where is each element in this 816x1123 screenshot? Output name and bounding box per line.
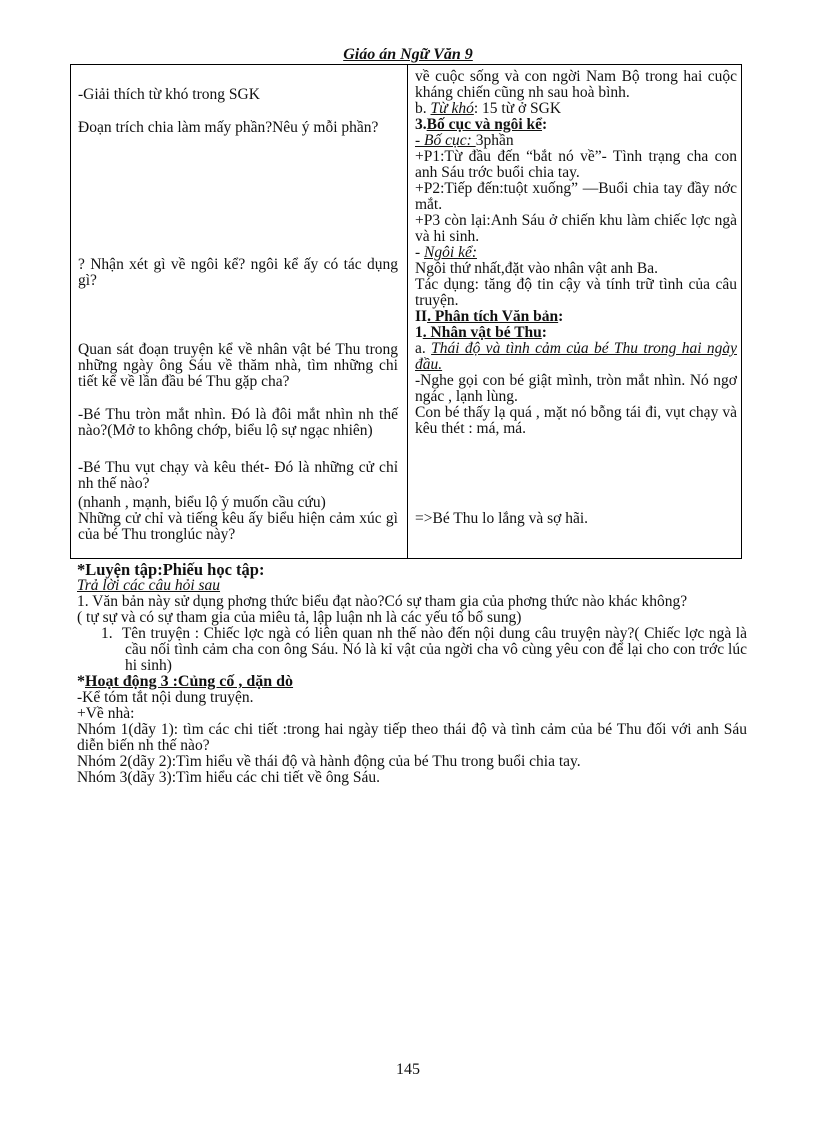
practice-a1: ( tự sự và có sự tham gia của miêu tả, lập luận nh là các yếu tố bổ sung) (77, 609, 522, 626)
column-divider (407, 65, 408, 558)
lesson-table (70, 64, 742, 559)
term-tu-kho: Từ khó (430, 100, 474, 117)
practice-q1: 1. Văn bản này sử dụng phơng thức biểu đạt nào?Có sự tham gia của phơng thức nào khác không? (77, 593, 688, 610)
page-number: 145 (396, 1061, 420, 1078)
right-block-1: về cuộc sống và con ngời Nam Bộ trong hai cuộc kháng chiến cũng nh sau hoà bình. b. Từ khó: 15 từ ở SGK 3.Bố cục và ngôi kể: - Bố cục: 3phần +P1:Từ đầu đến “bắt nó về”- Tình trạng cha con anh Sáu trớc buổi chia tay. +P2:Tiếp đến:tuột xuống” —Buổi chia tay đầy nớc mắt. +P3 còn lại:Anh Sáu ở chiến khu làm chiếc lợc ngà và hi sinh. - Ngôi kể: Ngôi thứ nhất,đặt vào nhân vật anh Ba. Tác dụng: tăng độ tin cậy và tính trữ tình của câu truyện. II. Phân tích Văn bản: 1. Nhân vật bé Thu: a. Thái độ và tình cảm của bé Thu trong hai ngày đầu. -Nghe gọi con bé giật mình, tròn mắt nhìn. Nó ngơ ngác , lạnh lùng. Con bé thấy lạ quá , mặt nó bỗng tái đi, vụt chạy và kêu thét : má, má. (415, 68, 737, 437)
activity-l5: Nhóm 3(dãy 3):Tìm hiểu các chi tiết về ông Sáu. (77, 769, 381, 786)
practice-q2: 1. Tên truyện : Chiếc lợc ngà có liên quan nh thế nào đến nội dung câu truyện này?( Chiếc lợc ngà là cầu nối tình cảm cha con ông Sáu. Nó là kỉ vật của ngời cha vô cùng yêu con để lại cho con trớc lúc hi sinh) (101, 625, 747, 674)
activity-l1: -Kể tóm tắt nội dung truyện. (77, 689, 254, 706)
left-q1: -Giải thích từ khó trong SGK (78, 86, 260, 103)
practice-title: Luyện tập:Phiếu học tập: (85, 560, 265, 579)
activity-l2: +Về nhà: (77, 705, 135, 722)
page-header: Giáo án Ngữ Văn 9 (343, 46, 473, 63)
practice-subtitle: Trả lời các câu hỏi sau (77, 577, 221, 594)
activity-l3: Nhóm 1(dãy 1): tìm các chi tiết :trong hai ngày tiếp theo thái độ và tình cảm của bé Thu đối với anh Sáu diễn biến nh thế nào? (77, 721, 747, 754)
left-q3: ? Nhận xét gì về ngôi kể? ngôi kể ấy có tác dụng gì? (78, 256, 398, 289)
practice-section: *Luyện tập:Phiếu học tập: Trả lời các câu hỏi sau 1. Văn bản này sử dụng phơng thức biểu đạt nào?Có sự tham gia của phơng thức nào khác không? ( tự sự và có sự tham gia của miêu tả, lập luận nh là các yếu tố bổ sung) 1. Tên truyện : Chiếc lợc ngà có liên quan nh thế nào đến nội dung câu truyện này?( Chiếc lợc ngà là cầu nối tình cảm cha con ông Sáu. Nó là kỉ vật của ngời cha vô cùng yêu con để lại cho con trớc lúc hi sinh) *Hoạt động 3 :Củng cố , dặn dò -Kể tóm tắt nội dung truyện. +Về nhà: Nhóm 1(dãy 1): tìm các chi tiết :trong hai ngày tiếp theo thái độ và tình cảm của bé Thu đối với anh Sáu diễn biến nh thế nào? Nhóm 2(dãy 2):Tìm hiểu về thái độ và hành động của bé Thu trong buổi chia tay. Nhóm 3(dãy 3):Tìm hiểu các chi tiết về ông Sáu. (77, 560, 747, 786)
activity-title: Hoạt động 3 :Củng cố , dặn dò (85, 673, 294, 690)
left-q2: Đoạn trích chia làm mấy phần?Nêu ý mỗi phần? (78, 119, 379, 136)
left-q6: -Bé Thu vụt chạy và kêu thét- Đó là những cử chỉ nh thế nào? (78, 459, 398, 492)
left-q7: (nhanh , mạnh, biểu lộ ý muốn cầu cứu) (78, 494, 326, 511)
left-q4: Quan sát đoạn truyện kể về nhân vật bé Thu trong những ngày ông Sáu về thăm nhà, tìm những chi tiết kể về lần đầu bé Thu gặp cha? (78, 341, 398, 390)
activity-l4: Nhóm 2(dãy 2):Tìm hiểu về thái độ và hành động của bé Thu trong buổi chia tay. (77, 753, 581, 770)
left-q5: -Bé Thu tròn mắt nhìn. Đó là đôi mắt nhìn nh thế nào?(Mở to không chớp, biểu lộ sự ngạc nhiên) (78, 406, 398, 439)
right-conclusion: =>Bé Thu lo lắng và sợ hãi. (415, 510, 589, 527)
left-q8: Những cử chỉ và tiếng kêu ấy biểu hiện cảm xúc gì của bé Thu tronglúc này? (78, 510, 398, 543)
